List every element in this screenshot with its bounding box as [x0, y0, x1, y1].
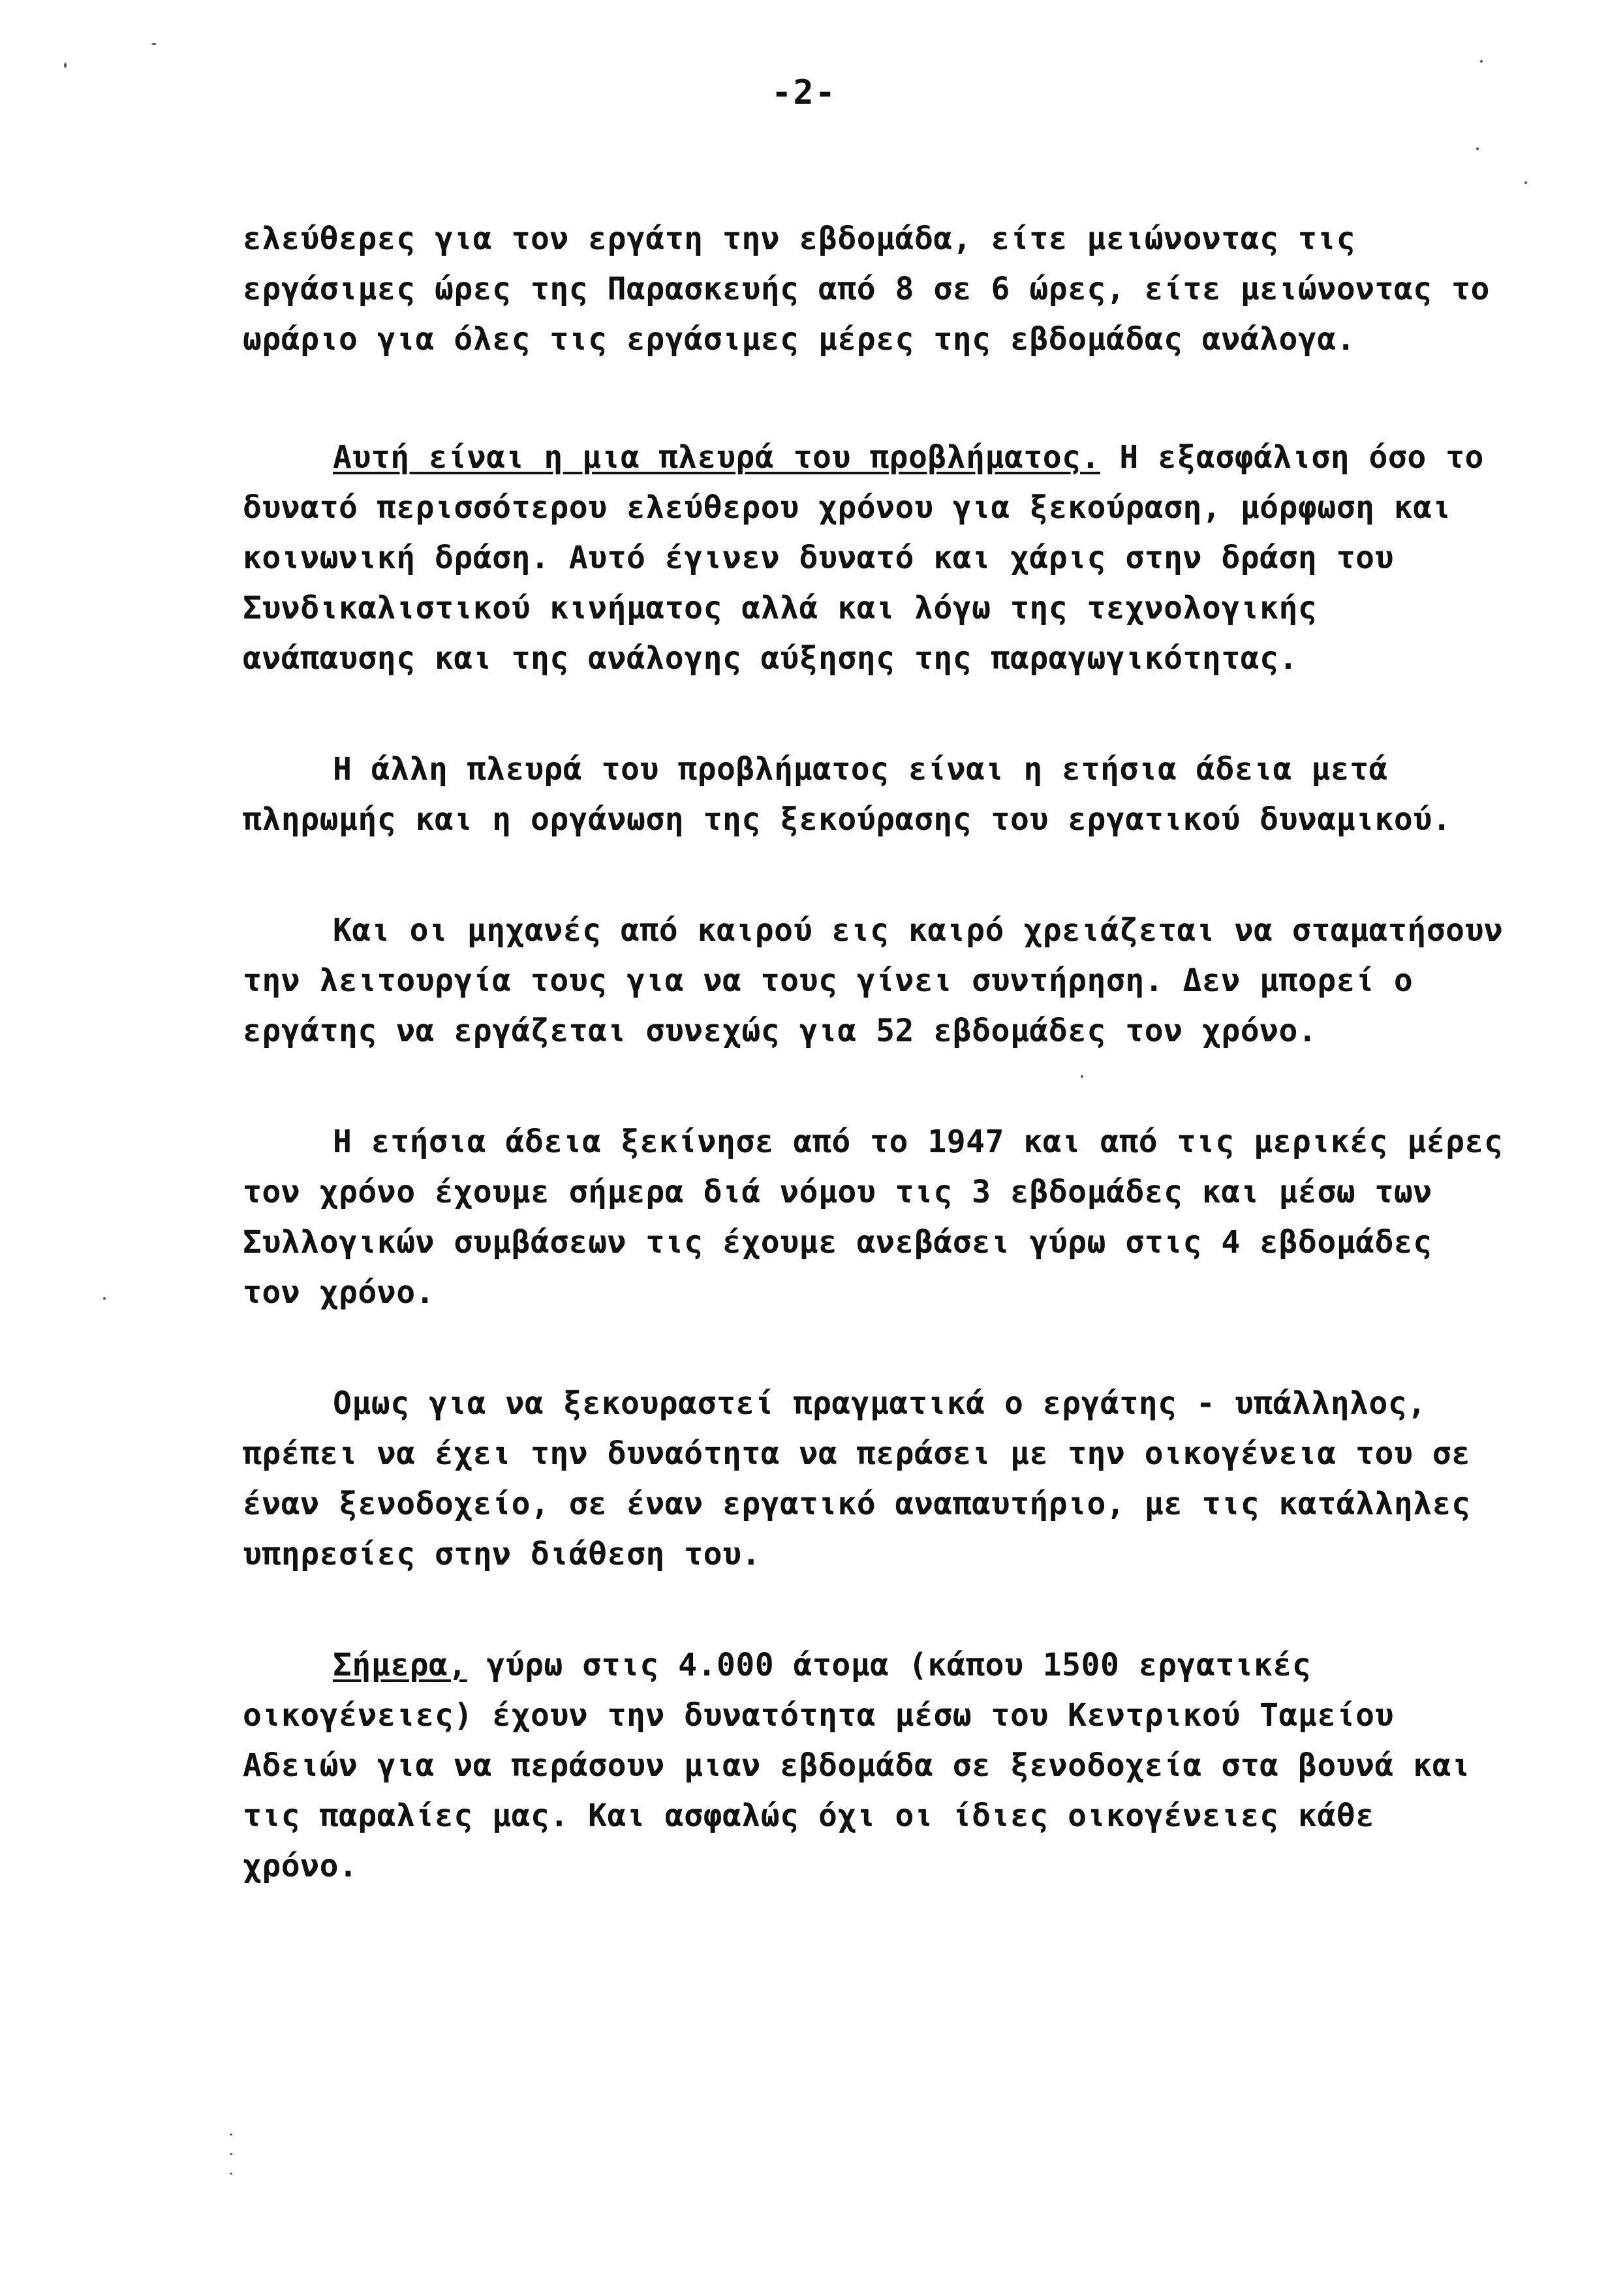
- text-line: οικογένειες) έχουν την δυνατότητα μέσω του Κεντρικού Ταμείου: [243, 1697, 1394, 1734]
- paragraph-4: [243, 906, 1504, 1056]
- paragraph-2: [243, 433, 1484, 684]
- paragraph-1: [243, 214, 1490, 365]
- text-line: δυνατό περισσότερου ελεύθερου χρόνου για ξεκούραση, μόρφωση και: [243, 489, 1452, 526]
- text-line: Συνδικαλιστικού κινήματος αλλά και λόγω της τεχνολογικής: [243, 590, 1318, 626]
- scan-speck: [230, 2173, 232, 2175]
- text-line: Και οι μηχανές από καιρού εις καιρό χρειάζεται να σταματήσουν: [333, 912, 1504, 949]
- text-line: τις παραλίες μας. Και ασφαλώς όχι οι ίδιες οικογένειες κάθε: [243, 1798, 1375, 1834]
- text-line: Η άλλη πλευρά του προβλήματος είναι η ετήσια άδεια μετά: [333, 751, 1388, 788]
- paragraph-5: [243, 1117, 1504, 1318]
- text-line: την λειτουργία τους για να τους γίνει συντήρηση. Δεν μπορεί ο: [243, 962, 1414, 999]
- page-number: -2-: [771, 73, 837, 112]
- text-line: Ομως για να ξεκουραστεί πραγματικά ο εργάτης - υπάλληλος,: [333, 1385, 1427, 1422]
- text-line: ελεύθερες για τον εργάτη την εβδομάδα, είτε μειώνοντας τις: [243, 221, 1356, 257]
- text-line: Συλλογικών συμβάσεων τις έχουμε ανεβάσει γύρω στις 4 εβδομάδες: [243, 1224, 1432, 1261]
- text-line: πληρωμής και η οργάνωση της ξεκούρασης του εργατικού δυναμικού.: [243, 801, 1452, 838]
- text-line: χρόνο.: [243, 1848, 358, 1884]
- text-line: ωράριο για όλες τις εργάσιμες μέρες της εβδομάδας ανάλογα.: [243, 321, 1356, 358]
- document-body: [243, 214, 1504, 1952]
- paragraph-7: [243, 1640, 1471, 1891]
- lead-rest: Η εξασφάλιση όσο το: [1100, 439, 1484, 476]
- scan-speck: [151, 43, 157, 45]
- text-line: υπηρεσίες στην διάθεση του.: [243, 1536, 761, 1572]
- text-line: [243, 433, 1484, 483]
- scan-speck: [1524, 181, 1527, 184]
- paragraph-3: [243, 744, 1452, 845]
- text-line: πρέπει να έχει την δυναότητα να περάσει με την οικογένεια του σε: [243, 1435, 1471, 1472]
- text-line: έναν ξενοδοχείο, σε έναν εργατικό αναπαυτήριο, με τις κατάλληλες: [243, 1486, 1471, 1522]
- scan-speck: [1480, 60, 1483, 63]
- underlined-lead: Σήμερα,: [333, 1647, 467, 1683]
- text-line: Αδειών για να περάσουν μιαν εβδομάδα σε ξενοδοχεία στα βουνά και: [243, 1747, 1471, 1784]
- text-line: τον χρόνο έχουμε σήμερα διά νόμου τις 3 εβδομάδες και μέσω των: [243, 1174, 1432, 1210]
- scan-speck: [230, 2153, 232, 2155]
- paragraph-6: [243, 1379, 1471, 1580]
- text-line: τον χρόνο.: [243, 1274, 435, 1311]
- scan-speck: [103, 1297, 106, 1300]
- text-line: Η ετήσια άδεια ξεκίνησε από το 1947 και από τις μερικές μέρες: [333, 1124, 1504, 1160]
- underlined-lead: Αυτή είναι η μια πλευρά του προβλήματος.: [333, 439, 1100, 476]
- text-line: κοινωνική δράση. Αυτό έγινεν δυνατό και χάρις στην δράση του: [243, 540, 1394, 576]
- text-line: [243, 1640, 1352, 1691]
- text-line: εργάσιμες ώρες της Παρασκευής από 8 σε 6 ώρες, είτε μειώνοντας το: [243, 271, 1490, 307]
- text-line: εργάτης να εργάζεται συνεχώς για 52 εβδομάδες τον χρόνο.: [243, 1013, 1318, 1049]
- scan-speck: [64, 63, 67, 68]
- scan-speck: [1476, 147, 1479, 150]
- text-line: ανάπαυσης και της ανάλογης αύξησης της παραγωγικότητας.: [243, 640, 1298, 677]
- scan-speck: [230, 2134, 232, 2135]
- lead-rest: γύρω στις 4.000 άτομα (κάπου 1500 εργατικές: [467, 1647, 1312, 1683]
